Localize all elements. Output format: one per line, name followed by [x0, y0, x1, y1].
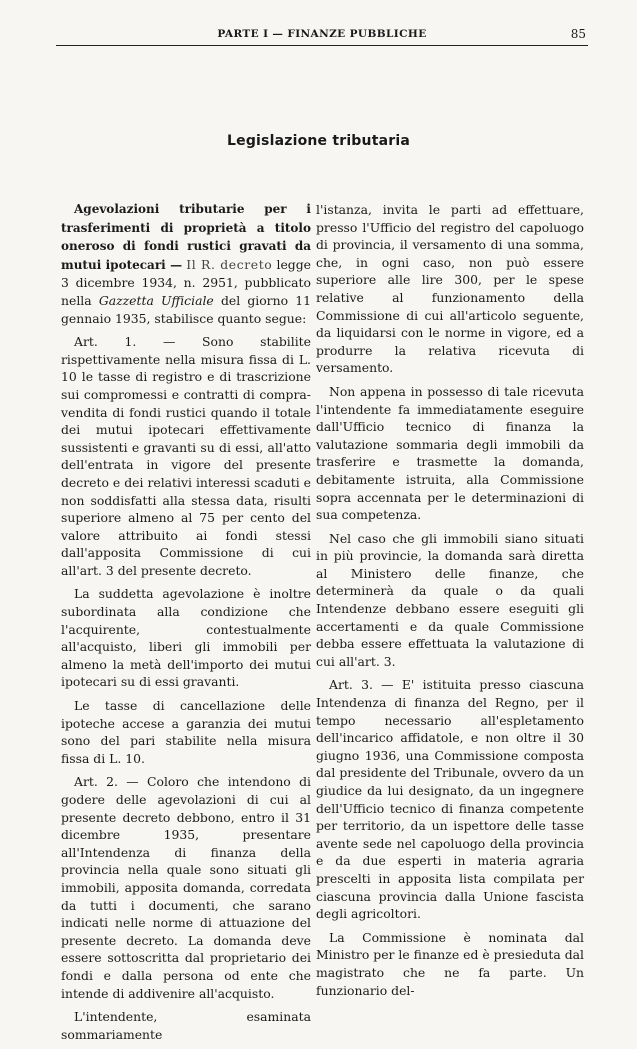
lead-gazette: Gazzetta Ufficiale — [98, 292, 214, 308]
paragraph-commissione: La Commissione è nominata dal Ministro per le finanze ed è presieduta dal magistrato che ne fa parte. Un funzionario del- — [316, 929, 584, 998]
lead-decree-ref: Il R. decreto — [186, 256, 273, 272]
paragraph-art-3: Art. 3. — E' istituita presso ciascuna Intendenza di finanza del Regno, per il tempo necessario all'espletamento dell'incarico affidatole, e non oltre il 30 giugno 1936, una Commissione composta dal presidente del Tribunale, ovvero da un giudice da lui designato, da un ingegnere dell'Ufficio tecnico di finanza competente per territorio, da un ispettore delle tasse avente sede nel capoluogo della provincia e da due esperti in materia agraria prescelti in apposita lista compilata per ciascuna provincia dalla Unione fascista degli agricoltori. — [316, 677, 584, 922]
paragraph-condition: La suddetta agevolazione è inoltre subordinata alla condizione che l'acquirente, contestualmente all'acquisto, liberi gli immobili per almeno la metà dell'importo dei mutui ipotecari su di essi gravanti. — [61, 586, 311, 690]
paragraph-istanza: l'istanza, invita le parti ad effettuare, presso l'Ufficio del registro del capoluogo di provincia, il versamento di una somma, che, in ogni caso, non può essere superiore alle lire 300, per le spese relative al funzionamento della Commissione di cui all'articolo seguente, da liquidarsi con le norme in vigore, ed a produrre la relativa ricevuta di versamento. — [316, 202, 584, 376]
paragraph-cancellation: Le tasse di cancellazione delle ipoteche accese a garanzia dei mutui sono del pari stabilite nella misura fissa di L. 10. — [61, 698, 311, 766]
paragraph-art-1: Art. 1. — Sono stabilite rispettivamente nella misura fissa di L. 10 le tasse di registro e di trascrizione sui compromessi e contratti di compra-vendita di fondi rustici quando il totale dei mutui ipotecari effettivamente sussistenti e gravanti su di essi, all'atto dell'entrata in vigore del presente decreto e dei relativi interessi scaduti e non soddisfatti alla stessa data, risulti superiore almeno al 75 per cento del valore attribuito ai fondi stessi dall'apposita Commissione di cui all'art. 3 del presente decreto. — [61, 334, 311, 578]
lead-text-b: del giorno 11 gennaio 1935, stabilisce quanto segue: — [61, 292, 311, 326]
header-rule — [56, 45, 588, 46]
paragraph-ricevuta: Non appena in possesso di tale ricevuta l'intendente fa immediatamente eseguire dall'Ufficio tecnico di finanza la valutazione sommaria degli immobili da trasferire e trasmette la domanda, debitamente istruita, alla Commissione sopra accennata per le determinazioni di sua competenza. — [316, 383, 584, 523]
lead-heading: Agevolazioni tributarie per i trasferimenti di proprietà a titolo oneroso di fondi rustici gravati da mutui ipotecari — — [61, 202, 311, 272]
lead-text-a: legge 3 dicembre 1934, n. 2951, pubblicato nella — [61, 256, 311, 308]
paragraph-art-2: Art. 2. — Coloro che intendono di godere delle agevolazioni di cui al presente decreto debbono, entro il 31 dicembre 1935, presentare all'Intendenza di finanza della provincia nella quale sono situati gli immobili, apposita domanda, corredata da tutti i documenti, che sarano indicati nelle norme di attuazione del presente decreto. La domanda deve essere sottoscritta dal proprietario dei fondi e dalla persona od ente che intende di addivenire all'acquisto. — [61, 774, 311, 1001]
left-column — [61, 200, 311, 1049]
page-number: 85 — [570, 27, 586, 41]
right-column — [316, 201, 584, 1005]
section-title: Legislazione tributaria — [227, 133, 410, 149]
paragraph-intendente: L'intendente, esaminata sommariamente — [61, 1009, 311, 1042]
lead-paragraph — [61, 200, 311, 327]
running-head: PARTE I — FINANZE PUBBLICHE — [217, 28, 427, 40]
paragraph-provincie: Nel caso che gli immobili siano situati in più provincie, la domanda sarà diretta al Ministero delle finanze, che determinerà da quale o da quali Intendenze debbano essere eseguiti gli accertamenti e da quale Commissione debba essere effettuata la valutazione di cui all'art. 3. — [316, 530, 584, 669]
